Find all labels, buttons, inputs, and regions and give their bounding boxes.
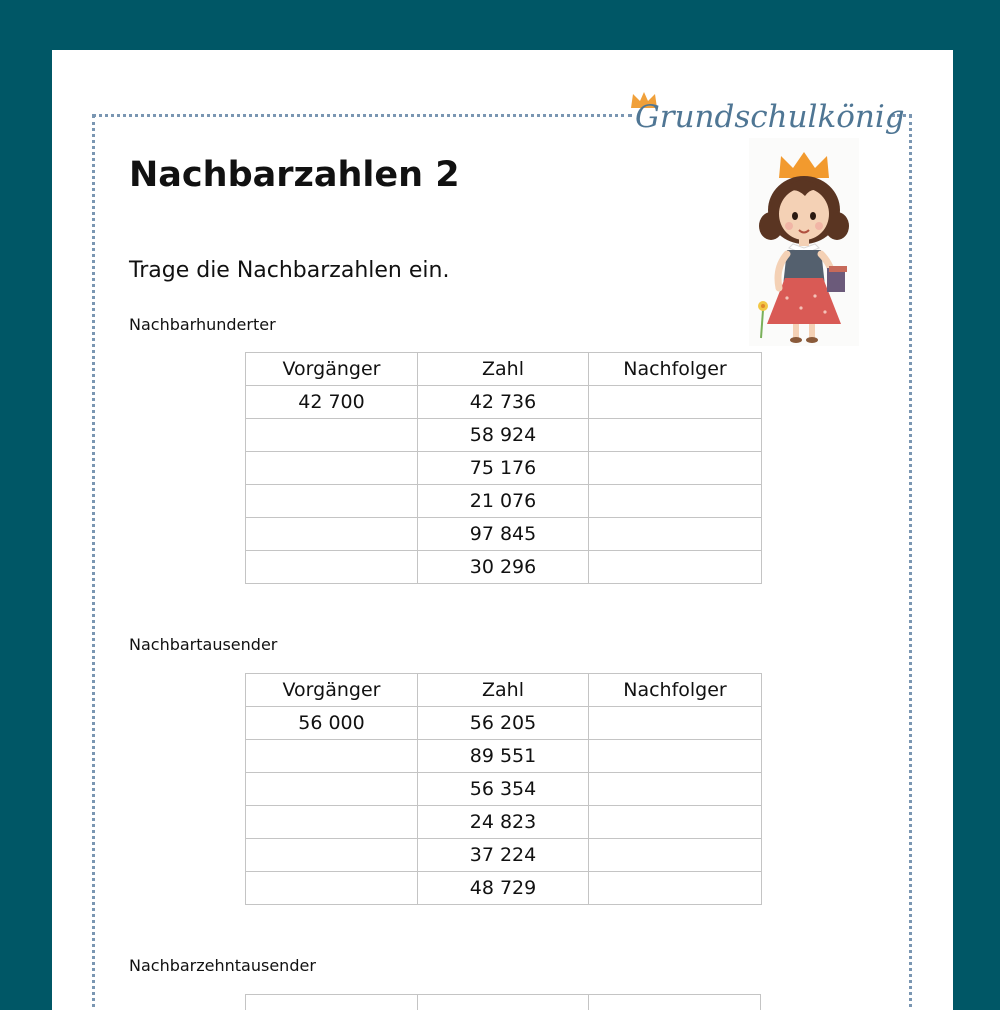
zahl-cell: 24 823 [418, 806, 589, 839]
zahl-cell: 97 845 [418, 518, 589, 551]
task-instruction: Trage die Nachbarzahlen ein. [129, 258, 450, 283]
nachfolger-cell[interactable] [589, 773, 762, 806]
vorgaenger-cell[interactable]: 42 700 [246, 386, 418, 419]
table-row [246, 872, 762, 905]
zahl-cell: 30 296 [418, 551, 589, 584]
page-title: Nachbarzahlen 2 [129, 155, 460, 195]
table-row [246, 518, 762, 551]
column-header-zahl: Zahl [418, 353, 589, 386]
nachbartausender-table [245, 673, 762, 905]
nachfolger-cell[interactable] [589, 872, 762, 905]
table-divider [760, 995, 761, 1010]
vorgaenger-cell[interactable] [246, 518, 418, 551]
table-row [246, 419, 762, 452]
girl-with-crown-illustration [749, 138, 859, 346]
nachfolger-cell[interactable] [589, 386, 762, 419]
nachbarzehntausender-table [245, 994, 761, 1010]
section-label-nachbarzehntausender: Nachbarzehntausender [129, 956, 316, 975]
worksheet-page [52, 50, 953, 1010]
vorgaenger-cell[interactable] [246, 419, 418, 452]
table-row [246, 806, 762, 839]
nachfolger-cell[interactable] [589, 740, 762, 773]
table-row [246, 839, 762, 872]
vorgaenger-cell[interactable] [246, 806, 418, 839]
table-divider [588, 995, 589, 1010]
table-row [246, 773, 762, 806]
table-row [246, 740, 762, 773]
nachbarhunderter-table [245, 352, 762, 584]
nachfolger-cell[interactable] [589, 806, 762, 839]
vorgaenger-cell[interactable] [246, 551, 418, 584]
brand-logo [633, 90, 923, 136]
nachfolger-cell[interactable] [589, 518, 762, 551]
table-row [246, 452, 762, 485]
column-header-zahl: Zahl [418, 674, 589, 707]
table-divider [245, 995, 246, 1010]
section-label-nachbartausender: Nachbartausender [129, 635, 278, 654]
nachfolger-cell[interactable] [589, 707, 762, 740]
zahl-cell: 42 736 [418, 386, 589, 419]
zahl-cell: 56 205 [418, 707, 589, 740]
zahl-cell: 58 924 [418, 419, 589, 452]
zahl-cell: 21 076 [418, 485, 589, 518]
table-row [246, 707, 762, 740]
nachfolger-cell[interactable] [589, 551, 762, 584]
zahl-cell: 89 551 [418, 740, 589, 773]
zahl-cell: 37 224 [418, 839, 589, 872]
nachfolger-cell[interactable] [589, 452, 762, 485]
vorgaenger-cell[interactable] [246, 452, 418, 485]
brand-name: Grundschulkönig [635, 99, 905, 135]
table-header-row [246, 353, 762, 386]
zahl-cell: 75 176 [418, 452, 589, 485]
nachfolger-cell[interactable] [589, 485, 762, 518]
vorgaenger-cell[interactable] [246, 872, 418, 905]
table-row [246, 551, 762, 584]
column-header-vorgaenger: Vorgänger [246, 353, 418, 386]
vorgaenger-cell[interactable] [246, 740, 418, 773]
section-label-nachbarhunderter: Nachbarhunderter [129, 315, 276, 334]
table-header-row [246, 674, 762, 707]
column-header-nachfolger: Nachfolger [589, 353, 762, 386]
zahl-cell: 56 354 [418, 773, 589, 806]
table-divider [417, 995, 418, 1010]
vorgaenger-cell[interactable]: 56 000 [246, 707, 418, 740]
vorgaenger-cell[interactable] [246, 773, 418, 806]
table-row [246, 386, 762, 419]
vorgaenger-cell[interactable] [246, 485, 418, 518]
column-header-nachfolger: Nachfolger [589, 674, 762, 707]
vorgaenger-cell[interactable] [246, 839, 418, 872]
table-row [246, 485, 762, 518]
zahl-cell: 48 729 [418, 872, 589, 905]
nachfolger-cell[interactable] [589, 839, 762, 872]
column-header-vorgaenger: Vorgänger [246, 674, 418, 707]
nachfolger-cell[interactable] [589, 419, 762, 452]
